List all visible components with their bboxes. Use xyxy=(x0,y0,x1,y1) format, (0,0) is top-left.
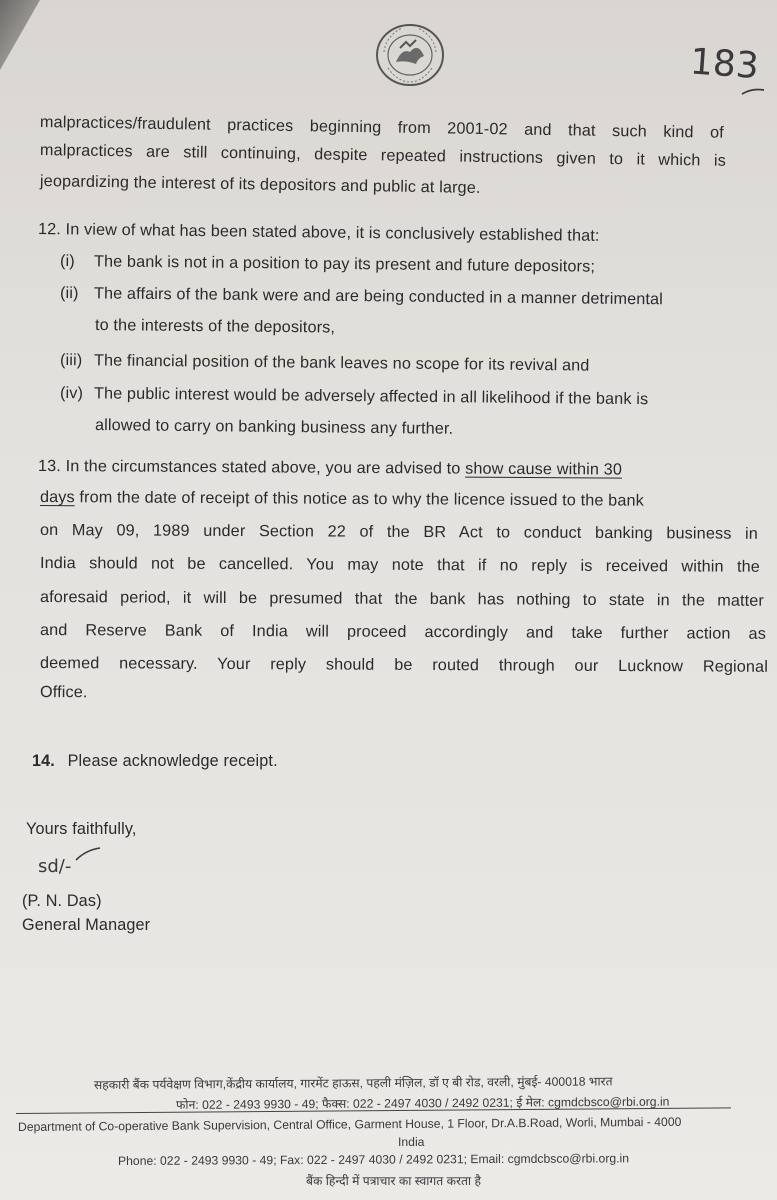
handwritten-signature xyxy=(34,840,104,882)
body-line: malpractices are still continuing, despite repeated instructions given to it which is xyxy=(39,141,727,170)
signatory-name: (P. N. Das) xyxy=(22,892,102,910)
footer-english-country: India xyxy=(398,1135,425,1149)
footer-english-contact: Phone: 022 - 2493 9930 - 49; Fax: 022 - 2497 4030 / 2492 0231; Email: cgmdcbsco@rbi.org.in xyxy=(117,1151,630,1168)
underlined-text: days xyxy=(39,488,75,507)
signature-mark: sd/- xyxy=(38,856,72,877)
footer-hindi-address: सहकारी बैंक पर्यवेक्षण विभाग,केंद्रीय कार्यालय, गारमेंट हाऊस, पहली मंज़िल, डॉ ए बी रोड, वरली, मुंबई- 400018 भारत xyxy=(93,1074,613,1092)
paragraph-text: Please acknowledge receipt. xyxy=(67,752,278,770)
paragraph-text: In the circumstances stated above, you are advised to xyxy=(65,457,466,478)
footer-hindi-contact: फोन: 022 - 2493 9930 - 49; फैक्स: 022 - 2497 4030 / 2492 0231; ई मेल: cgmdcbsco@rbi.org.in xyxy=(175,1094,670,1112)
paragraph-13-line: on May 09, 1989 under Section 22 of the BR Act to conduct banking business in xyxy=(39,521,759,543)
list-text: The affairs of the bank were and are being conducted in a manner detrimental xyxy=(93,284,664,309)
paragraph-13-line xyxy=(38,456,622,480)
paragraph-13-line: deemed necessary. Your reply should be routed through our Lucknow Regional xyxy=(39,654,769,676)
list-text: The public interest would be adversely affected in all likelihood if the bank is xyxy=(93,384,649,409)
footer-english-address: Department of Co-operative Bank Supervision, Central Office, Garment House, 1 Floor, Dr.A.B.Road, Worli, Mumbai - 4000 xyxy=(17,1114,682,1134)
list-item xyxy=(60,350,590,376)
paragraph-13-line: Office. xyxy=(39,683,88,702)
closing-text: Yours faithfully, xyxy=(26,820,137,838)
handwritten-page-number xyxy=(688,30,768,100)
list-text: The financial position of the bank leaves no scope for its revival and xyxy=(93,351,590,375)
paragraph-number: 14. xyxy=(32,752,55,770)
list-text-continued: to the interests of the depositors, xyxy=(94,316,336,337)
list-item xyxy=(60,251,595,277)
page-number-text: 183 xyxy=(688,41,761,88)
body-line: jeopardizing the interest of its depositors and public at large. xyxy=(39,172,481,197)
list-marker: (ii) xyxy=(59,284,79,303)
paragraph-12-lead xyxy=(38,219,600,246)
list-marker: (i) xyxy=(59,252,75,271)
paragraph-text: from the date of receipt of this notice as to why the licence issued to the bank xyxy=(74,488,644,510)
list-text: The bank is not in a position to pay its present and future depositors; xyxy=(93,252,596,276)
list-text-continued: allowed to carry on banking business any further. xyxy=(94,416,454,438)
paragraph-14 xyxy=(32,751,278,771)
paragraph-number: 13. xyxy=(37,457,62,476)
footer-hindi-tagline: बैंक हिन्दी में पत्राचार का स्वागत करता है xyxy=(306,1174,481,1188)
list-item xyxy=(60,383,648,409)
paragraph-13-line: India should not be cancelled. You may note that if no reply is received within the xyxy=(39,554,761,576)
underlined-text: show cause within 30 xyxy=(465,459,623,479)
paragraph-13-line xyxy=(40,487,644,511)
paragraph-number: 12. xyxy=(37,220,62,239)
list-marker: (iii) xyxy=(59,351,83,370)
page-shadow-corner xyxy=(0,0,40,70)
paragraph-13-line: and Reserve Bank of India will proceed accordingly and take further action as xyxy=(39,621,767,643)
list-item xyxy=(60,283,663,309)
rbi-emblem-icon xyxy=(374,22,446,88)
paragraph-13-line: aforesaid period, it will be presumed that the bank has nothing to state in the matter xyxy=(39,588,765,610)
signatory-title: General Manager xyxy=(22,916,151,934)
body-line: malpractices/fraudulent practices beginning from 2001-02 and that such kind of xyxy=(39,113,725,142)
list-marker: (iv) xyxy=(59,384,84,403)
paragraph-text: In view of what has been stated above, it is conclusively established that: xyxy=(65,220,600,245)
